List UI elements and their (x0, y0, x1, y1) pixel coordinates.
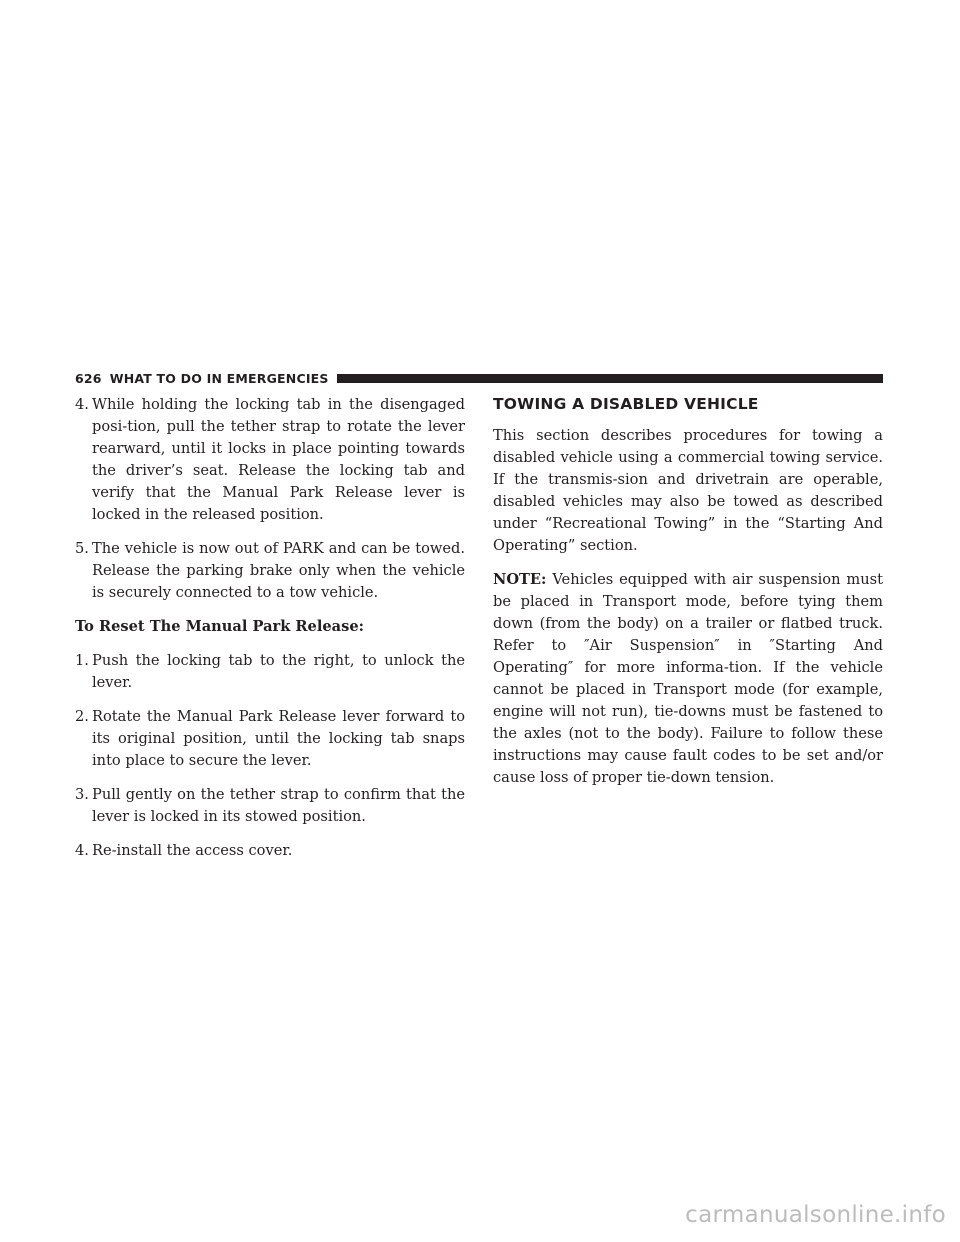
page-header (75, 370, 883, 386)
list-item (75, 706, 465, 772)
step-text: While holding the locking tab in the disengaged posi-tion, pull the tether strap to rotate the lever rearward, until it locks in place pointing towards the driver’s seat. Release the locking tab and verify that the Manual Park Release lever is locked in the released position. (92, 396, 465, 523)
step-text: Pull gently on the tether strap to confirm that the lever is locked in its stowed position. (92, 786, 465, 825)
note-paragraph (493, 569, 883, 789)
reset-subheading: To Reset The Manual Park Release: (75, 618, 364, 635)
list-item (75, 650, 465, 694)
list-item (75, 538, 465, 604)
note-text: Vehicles equipped with air suspension must be placed in Transport mode, before tying them down (from the body) on a trailer or flatbed truck. Refer to ″Air Suspension″ in ″Starting And Operating″ for more informa-tion. If the vehicle cannot be placed in Transport mode (for example, engine will not run), tie-downs must be fastened to the axles (not to the body). Failure to follow these instructions may cause fault codes to be set and/or cause loss of proper tie-down tension. (493, 571, 883, 786)
note-label: NOTE: (493, 571, 547, 588)
step-text: The vehicle is now out of PARK and can be towed. Release the parking brake only when the vehicle is securely connected to a tow vehicle. (92, 540, 465, 601)
step-number: 4. (75, 396, 89, 413)
step-text: Push the locking tab to the right, to unlock the lever. (92, 652, 465, 691)
left-column (75, 394, 465, 874)
step-number: 2. (75, 708, 89, 725)
step-text: Re-install the access cover. (92, 842, 293, 859)
list-item (75, 840, 465, 862)
step-text: Rotate the Manual Park Release lever forward to its original position, until the locking tab snaps into place to secure the lever. (92, 708, 465, 769)
step-number: 3. (75, 786, 89, 803)
right-column (493, 394, 883, 801)
page-number: 626 (75, 370, 102, 386)
list-item (75, 784, 465, 828)
section-title: WHAT TO DO IN EMERGENCIES (109, 370, 329, 386)
step-number: 1. (75, 652, 89, 669)
step-number: 4. (75, 842, 89, 859)
header-rule (337, 374, 883, 383)
site-watermark: carmanualsonline.info (685, 1202, 946, 1228)
list-item (75, 394, 465, 526)
section-heading: TOWING A DISABLED VEHICLE (493, 395, 759, 413)
intro-paragraph: This section describes procedures for towing a disabled vehicle using a commercial towing service. If the transmis-sion and drivetrain are operable, disabled vehicles may also be towed as described under “Recreational Towing” in the “Starting And Operating” section. (493, 427, 883, 554)
step-number: 5. (75, 540, 89, 557)
